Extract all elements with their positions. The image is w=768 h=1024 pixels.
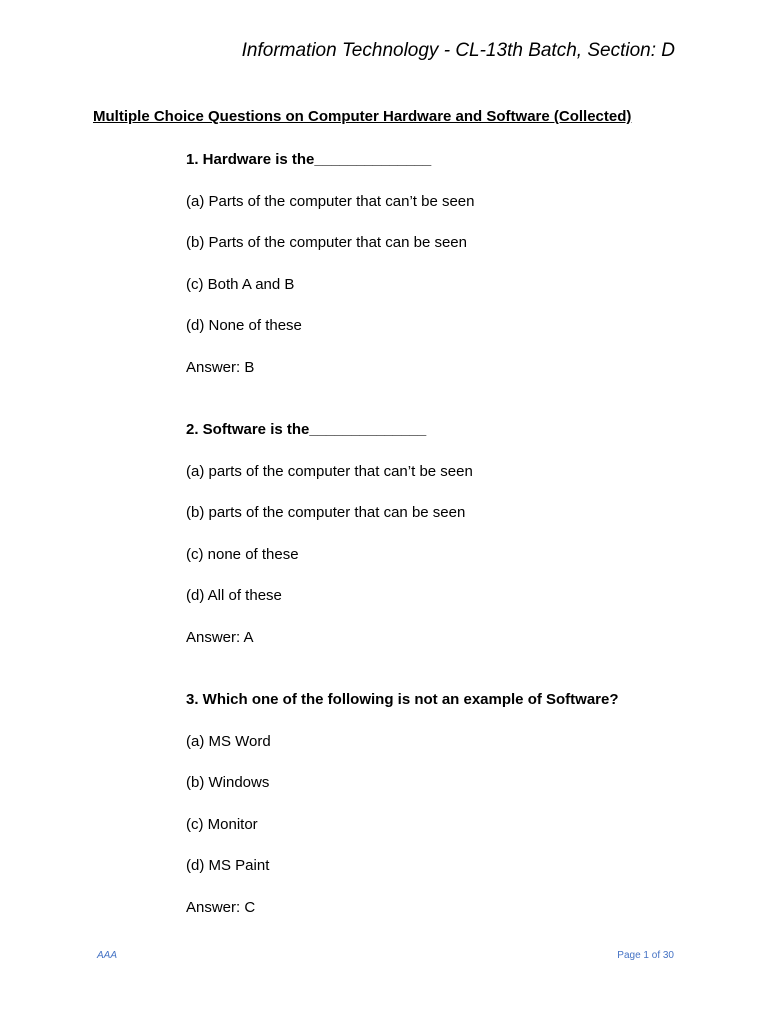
option-d: (d) None of these: [186, 317, 302, 335]
answer-text: Answer: A: [186, 628, 254, 646]
option-c: (c) Monitor: [186, 815, 258, 833]
answer-text: Answer: B: [186, 358, 255, 376]
option-b: (b) Windows: [186, 774, 270, 792]
question-block-2: [186, 420, 473, 670]
option-a: (a) Parts of the computer that can’t be seen: [186, 192, 475, 210]
page-number: Page 1 of 30: [617, 950, 674, 961]
answer-text: Answer: C: [186, 898, 256, 916]
header-title: Information Technology - CL-13th Batch, Section: D: [241, 40, 675, 61]
question-text: 3. Which one of the following is not an example of Software?: [186, 691, 619, 708]
option-a: (a) MS Word: [186, 732, 271, 750]
option-b: (b) Parts of the computer that can be seen: [186, 234, 467, 252]
question-block-1: [186, 150, 475, 400]
question-text: 2. Software is the______________: [186, 421, 427, 438]
question-block-3: [186, 690, 619, 940]
option-d: (d) All of these: [186, 587, 282, 605]
footer-left-text: AAA: [97, 950, 118, 961]
option-a: (a) parts of the computer that can’t be seen: [186, 462, 473, 480]
document-heading: Multiple Choice Questions on Computer Hardware and Software (Collected): [93, 108, 632, 125]
option-c: (c) Both A and B: [186, 275, 295, 293]
option-d: (d) MS Paint: [186, 857, 270, 875]
question-text: 1. Hardware is the______________: [186, 151, 432, 168]
option-c: (c) none of these: [186, 545, 299, 563]
option-b: (b) parts of the computer that can be seen: [186, 504, 466, 522]
